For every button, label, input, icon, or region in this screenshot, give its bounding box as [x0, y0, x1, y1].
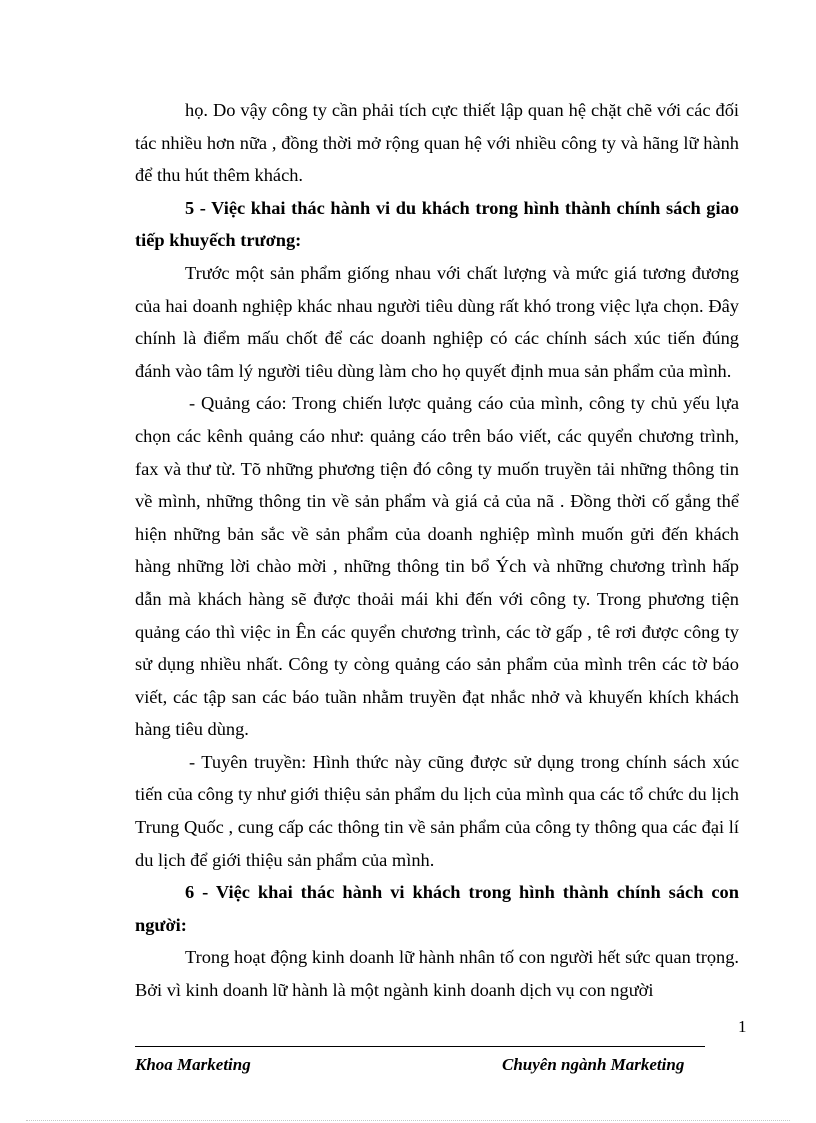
document-body: [135, 94, 739, 1007]
paragraph-advertising: - Quảng cáo: Trong chiến lược quảng cáo của mình, công ty chủ yếu lựa chọn các kênh quảng cáo như: quảng cáo trên báo viết, các quyển chương trình, fax và thư từ. Tõ những phương tiện đó công ty muốn truyền tải những thông tin về mình, những thông tin về sản phẩm và giá cả của nã . Đồng thời cố gắng thể hiện những bản sắc về sản phẩm của doanh nghiệp mình muốn gửi đến khách hàng những lời chào mời , những thông tin bổ Ých và những chương trình hấp dẫn mà khách hàng sẽ được thoải mái khi đến với công ty. Trong phương tiện quảng cáo thì việc in Ên các quyển chương trình, các tờ gấp , tê rơi được công ty sử dụng nhiều nhất. Công ty còng quảng cáo sản phẩm của mình trên các tờ báo viết, các tập san các báo tuần nhằm truyền đạt nhắc nhở và khuyến khích khách hàng tiêu dùng.: [135, 393, 739, 740]
section-heading-5: 5 - Việc khai thác hành vi du khách trong hình thành chính sách giao tiếp khuyếch trương:: [135, 197, 739, 251]
footer-divider: [135, 1046, 705, 1047]
paragraph-intro-promotion: Trước một sản phẩm giống nhau với chất lượng và mức giá tương đương của hai doanh nghiệp khác nhau người tiêu dùng rất khó trong việc lựa chọn. Đây chính là điểm mấu chốt để các doanh nghiệp có các chính sách xúc tiến đúng đánh vào tâm lý người tiêu dùng làm cho họ quyết định mua sản phẩm của mình.: [135, 262, 739, 381]
footer-major: Chuyên ngành Marketing: [502, 1055, 685, 1074]
paragraph-continuation: họ. Do vậy công ty cần phải tích cực thiết lập quan hệ chặt chẽ với các đối tác nhiều hơn nữa , đồng thời mở rộng quan hệ với nhiều công ty và hãng lữ hành để thu hút thêm khách.: [135, 100, 739, 186]
paragraph-human-factor: Trong hoạt động kinh doanh lữ hành nhân tố con người hết sức quan trọng. Bởi vì kinh doanh lữ hành là một ngành kinh doanh dịch vụ con người: [135, 947, 739, 1001]
page-bottom-edge: [26, 1120, 790, 1121]
section-heading-6: 6 - Việc khai thác hành vi khách trong hình thành chính sách con người:: [135, 882, 739, 935]
footer-department: Khoa Marketing: [135, 1055, 251, 1074]
page-number: 1: [738, 1017, 747, 1036]
paragraph-propaganda: - Tuyên truyền: Hình thức này cũng được sử dụng trong chính sách xúc tiến của công ty như giới thiệu sản phẩm du lịch của mình qua các tổ chức du lịch Trung Quốc , cung cấp các thông tin về sản phẩm của công ty thông qua các đại lí du lịch để giới thiệu sản phẩm của mình.: [135, 751, 739, 870]
